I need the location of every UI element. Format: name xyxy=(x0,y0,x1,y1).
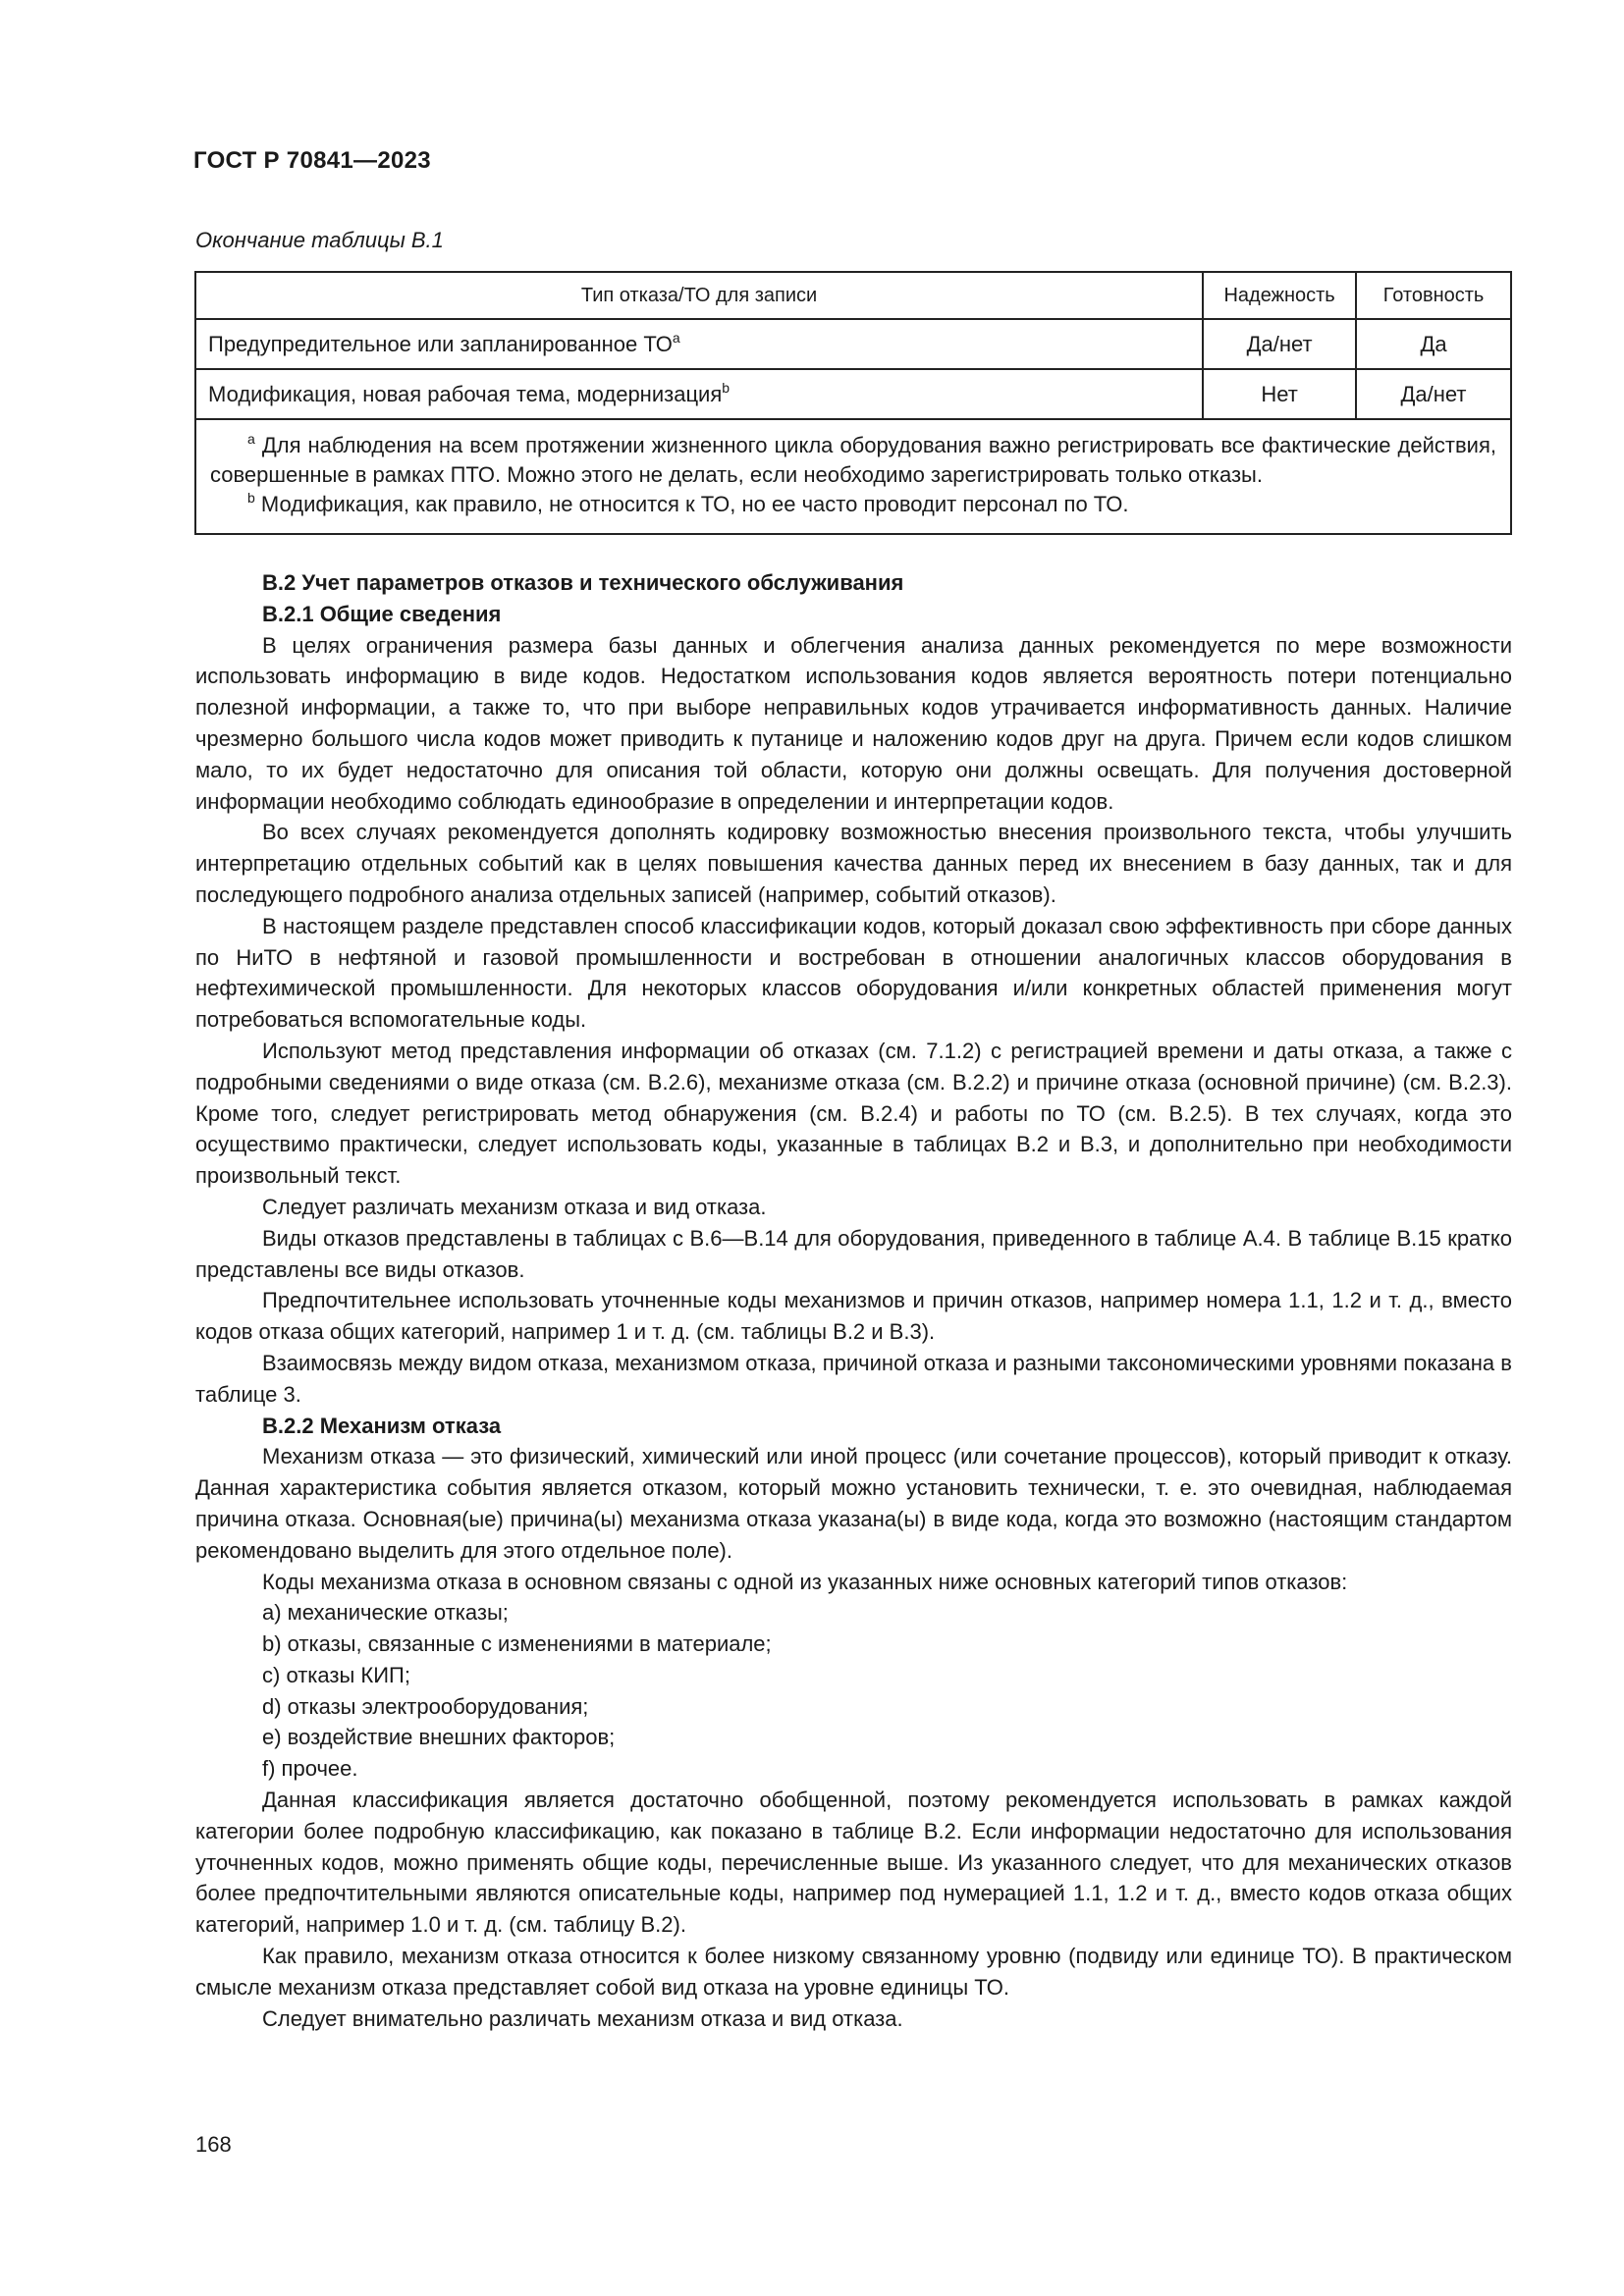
table-footnotes xyxy=(195,419,1511,534)
table-caption: Окончание таблицы В.1 xyxy=(195,228,444,252)
paragraph: Коды механизма отказа в основном связаны с одной из указанных ниже основных категорий типов отказов: xyxy=(262,1569,1348,1594)
cell-type: Предупредительное или запланированное $ТО^a$ xyxy=(195,319,1203,369)
cell-reliability: Да/нет xyxy=(1203,319,1356,369)
cell-availability: Да/нет xyxy=(1356,369,1511,419)
footnote: $^b$ Модификация, как правило, не относится к ТО, но ее часто проводит персонал по ТО. xyxy=(247,490,1129,516)
table-header-row xyxy=(195,272,1511,319)
table-footnotes-row xyxy=(195,419,1511,534)
paragraph: Следует различать механизм отказа и вид отказа. xyxy=(262,1194,767,1219)
footnote: $^a$ Для наблюдения на всем протяжении жизненного цикла оборудования важно регистрировать все фактические действия, совершенные в рамках ПТО. Можно этого не делать, если необходимо зарегистрировать только отказы. xyxy=(210,431,1496,487)
paragraph: Виды отказов представлены в таблицах с В.6—В.14 для оборудования, приведенного в таблице А.4. В таблице В.15 кратко представлены все виды отказов. xyxy=(195,1225,1512,1282)
cell-availability: Да xyxy=(1356,319,1511,369)
paragraph: Во всех случаях рекомендуется дополнять кодировку возможностью внесения произвольного текста, чтобы улучшить интерпретацию отдельных событий как в целях повышения качества данных перед их внесением в базу данных, так и для последующего подробного анализа отдельных записей (например, событий отказов). xyxy=(195,820,1512,907)
list-item: b) отказы, связанные с изменениями в материале; xyxy=(262,1631,772,1657)
paragraph: Как правило, механизм отказа относится к более низкому связанному уровню (подвиду или единице ТО). В практическом смысле механизм отказа представляет собой вид отказа на уровне единицы ТО. xyxy=(195,1944,1512,2000)
paragraph: В настоящем разделе представлен способ классификации кодов, который доказал свою эффективность при сборе данных по НиТО в нефтяной и газовой промышленности и востребован в отношении аналогичных классов оборудования в нефтехимической промышленности. Для некоторых классов оборудования и/или конкретных областей применения могут потребоваться вспомогательные коды. xyxy=(195,913,1512,1033)
cell-reliability: Нет xyxy=(1203,369,1356,419)
paragraph: Следует внимательно различать механизм отказа и вид отказа. xyxy=(262,2005,903,2031)
paragraph: Данная классификация является достаточно обобщенной, поэтому рекомендуется использовать в рамках каждой категории более подробную классификацию, как показано в таблице В.2. Если информации недостаточно для использования уточненных кодов, можно применять общие коды, перечисленные выше. Из указанного следует, что для механических отказов более предпочтительными являются описательные коды, например под нумерацией 1.1, 1.2 и т. д., вместо кодов отказа общих категорий, например 1.0 и т. д. (см. таблицу В.2). xyxy=(195,1788,1512,1938)
paragraph: Предпочтительнее использовать уточненные коды механизмов и причин отказов, например номера 1.1, 1.2 и т. д., вместо кодов отказа общих категорий, например 1 и т. д. (см. таблицы В.2 и В.3). xyxy=(195,1288,1512,1345)
footnote-ref: a xyxy=(672,329,680,346)
document-header: ГОСТ Р 70841—2023 xyxy=(193,147,431,174)
list-item: d) отказы электрооборудования; xyxy=(262,1693,589,1719)
footnote-ref: b xyxy=(722,379,731,396)
paragraph: Взаимосвязь между видом отказа, механизмом отказа, причиной отказа и разными таксономическими уровнями показана в таблице 3. xyxy=(195,1350,1512,1407)
failure-type-table xyxy=(194,271,1512,535)
table-row xyxy=(195,369,1511,419)
subsection-heading: В.2.1 Общие сведения xyxy=(262,601,502,626)
column-header-availability: Готовность xyxy=(1356,272,1511,319)
page-number: 168 xyxy=(195,2132,232,2157)
cell-type: Модификация, новая рабочая тема, модернизация$^b$ xyxy=(195,369,1203,419)
subsection-heading: В.2.2 Механизм отказа xyxy=(262,1413,502,1438)
body-text xyxy=(195,567,1512,2034)
section-heading: В.2 Учет параметров отказов и технического обслуживания xyxy=(262,570,904,595)
table-row xyxy=(195,319,1511,369)
list-item: e) воздействие внешних факторов; xyxy=(262,1725,616,1750)
paragraph: В целях ограничения размера базы данных и облегчения анализа данных рекомендуется по мере возможности использовать информацию в виде кодов. Недостатком использования кодов является вероятность потери потенциально полезной информации, а также то, что при выборе неправильных кодов утрачивается информативность данных. Наличие чрезмерно большого числа кодов может приводить к путанице и наложению кодов друг на друга. Причем если кодов слишком мало, то их будет недостаточно для описания той области, которую они должны освещать. Для получения достоверной информации необходимо соблюдать единообразие в определении и интерпретации кодов. xyxy=(195,632,1512,814)
paragraph: Механизм отказа — это физический, химический или иной процесс (или сочетание процессов), который приводит к отказу. Данная характеристика события является отказом, который можно установить технически, т. е. это очевидная, наблюдаемая причина отказа. Основная(ые) причина(ы) механизма отказа указана(ы) в виде кода, когда это возможно (настоящим стандартом рекомендовано выделить для этого отдельное поле). xyxy=(195,1444,1512,1563)
column-header-type: Тип отказа/ТО для записи xyxy=(195,272,1203,319)
paragraph: Используют метод представления информации об отказах (см. 7.1.2) с регистрацией времени и даты отказа, а также с подробными сведениями о виде отказа (см. В.2.6), механизме отказа (см. В.2.2) и причине отказа (основной причине) (см. В.2.3). Кроме того, следует регистрировать метод обнаружения (см. В.2.4) и работы по ТО (см. В.2.5). В тех случаях, когда это осуществимо практически, следует использовать коды, указанные в таблицах В.2 и В.3, и дополнительно при необходимости произвольный текст. xyxy=(195,1038,1512,1189)
list-item: a) механические отказы; xyxy=(262,1600,509,1626)
list-item: f) прочее. xyxy=(262,1756,358,1782)
column-header-reliability: Надежность xyxy=(1203,272,1356,319)
list-item: c) отказы КИП; xyxy=(262,1662,410,1687)
